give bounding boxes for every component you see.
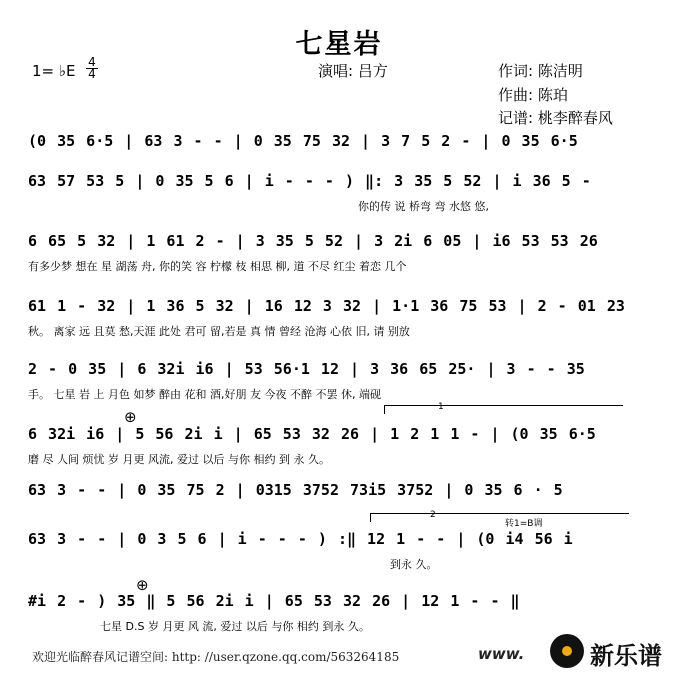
coda-icon: ⊕ [136,576,149,594]
notes-line: (0 35 6·5 | 63 3 - - | 0 35 75 32 | 3 7 5 2 - | 0 35 6·5 [28,132,578,150]
volta-number-2: 2 [430,510,436,520]
transcriber-credit: 记谱: 桃李醉春风 [498,109,613,127]
notes-line: #i 2 - ) 35 ‖ 5 56 2i i | 65 53 32 26 | 12 1 - - ‖ [28,592,520,610]
lyrics-line: 秋。 离家 远 且莫 愁,天涯 此处 君可 留,若是 真 情 曾经 沧海 心依 旧, 请 别放 [28,325,410,338]
notes-line: 61 1 - 32 | 1 36 5 32 | 16 12 3 32 | 1·1 36 75 53 | 2 - 01 23 [28,297,625,315]
score-system-5 [28,360,638,406]
lyrics-line: 七星 D.S 岁 月更 风 流, 爱过 以后 与你 相约 到永 久。 [100,620,370,633]
composer-credit: 作曲: 陈珀 [498,86,568,104]
footer-text: 欢迎光临醉春风记谱空间: http: //user.qzone.qq.com/563264185 [32,650,400,664]
modulation-note: 转1=B调 [505,519,543,529]
lyrics-line: 手。 七星 岩 上 月色 如梦 醉由 花和 酒,好朋 友 今夜 不醉 不罢 休, 端砚 [28,388,381,401]
brand-name: 新乐谱 [590,642,662,670]
song-title: 七星岩 [295,29,383,60]
record-disc-icon [550,634,584,668]
score-system-4 [28,297,638,343]
brand-logo [546,630,678,672]
lyrics-line: 磨 尽 人间 烦忧 岁 月更 风流, 爱过 以后 与你 相约 到 永 久。 [28,453,330,466]
score-system-3 [28,232,638,278]
notes-line: 6 32i i6 | 5 56 2i i | 65 53 32 26 | 1 2 1 1 - | (0 35 6·5 [28,425,596,443]
watermark-url: www. [478,645,525,663]
time-signature-top: 4 [88,55,96,69]
notes-line: 63 3 - - | 0 35 75 2 | 0315 3752 73i5 3752 | 0 35 6 · 5 [28,481,563,499]
lyricist-credit: 作词: 陈洁明 [498,62,583,80]
volta-number-1: 1 [438,402,444,412]
volta-bracket-1 [384,405,623,414]
lyrics-line: 有多少梦 想在 星 湖荡 舟, 你的笑 容 柠檬 枝 相思 柳, 道 不尽 红尘 着恋 几个 [28,260,407,273]
score-system-8 [28,530,638,576]
lyrics-line: 到永 久。 [390,558,438,571]
time-signature [86,57,98,80]
notes-line: 2 - 0 35 | 6 32i i6 | 53 56·1 12 | 3 36 65 25· | 3 - - 35 [28,360,585,378]
score-system-2 [28,172,638,218]
coda-icon: ⊕ [124,408,137,426]
key-signature: 1= ♭E [32,62,76,80]
singer-credit: 演唱: 吕方 [318,62,388,80]
score-system-6 [28,425,638,471]
lyrics-line: 你的传 说 桥弯 弯 水悠 悠, [358,200,489,213]
notes-line: 6 65 5 32 | 1 61 2 - | 3 35 5 52 | 3 2i 6 05 | i6 53 53 26 [28,232,598,250]
notes-line: 63 3 - - | 0 3 5 6 | i - - - ) :‖ 12 1 - - | (0 i4 56 i [28,530,573,548]
volta-bracket-2 [370,513,629,522]
notes-line: 63 57 53 5 | 0 35 5 6 | i - - - ) ‖: 3 35 5 52 | i 36 5 - [28,172,591,190]
time-signature-bottom: 4 [86,68,98,80]
